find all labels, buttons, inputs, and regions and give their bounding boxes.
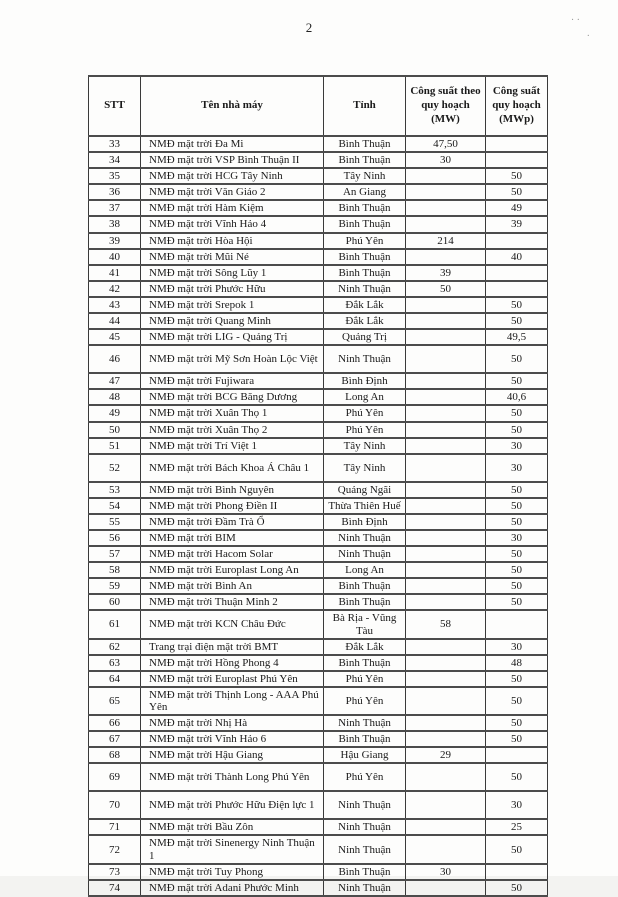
mw-cell — [406, 373, 486, 389]
province-cell: Bình Định — [324, 514, 406, 530]
stt-cell: 55 — [89, 514, 141, 530]
header-row — [89, 76, 548, 136]
mw-cell: 30 — [406, 864, 486, 880]
mwp-cell — [486, 747, 548, 763]
mw-cell — [406, 791, 486, 819]
province-cell: Phú Yên — [324, 763, 406, 791]
mw-cell: 50 — [406, 281, 486, 297]
table-row — [89, 498, 548, 514]
province-cell: Bình Thuận — [324, 136, 406, 152]
stt-cell: 65 — [89, 687, 141, 715]
name-cell: NMĐ mặt trời Xuân Thọ 2 — [141, 422, 324, 438]
table-row — [89, 731, 548, 747]
mw-cell — [406, 562, 486, 578]
name-cell: NMĐ mặt trời Đa Mi — [141, 136, 324, 152]
column-header-name: Tên nhà máy — [141, 76, 324, 136]
name-cell: NMĐ mặt trời Hồng Phong 4 — [141, 655, 324, 671]
stt-cell: 37 — [89, 200, 141, 216]
name-cell: NMĐ mặt trời Vĩnh Hảo 6 — [141, 731, 324, 747]
mw-cell — [406, 498, 486, 514]
table-row — [89, 482, 548, 498]
mwp-cell: 50 — [486, 594, 548, 610]
table-row — [89, 819, 548, 835]
mwp-cell: 50 — [486, 482, 548, 498]
province-cell: Long An — [324, 389, 406, 405]
mw-cell: 58 — [406, 610, 486, 638]
mwp-cell: 50 — [486, 422, 548, 438]
province-cell: An Giang — [324, 184, 406, 200]
table-row — [89, 297, 548, 313]
table-row — [89, 422, 548, 438]
table-row — [89, 763, 548, 791]
stt-cell: 74 — [89, 880, 141, 896]
table-row — [89, 438, 548, 454]
stt-cell: 34 — [89, 152, 141, 168]
mwp-cell: 25 — [486, 819, 548, 835]
mwp-cell: 30 — [486, 454, 548, 482]
mw-cell — [406, 530, 486, 546]
table-row — [89, 168, 548, 184]
mwp-cell — [486, 281, 548, 297]
stt-cell: 62 — [89, 639, 141, 655]
stt-cell: 70 — [89, 791, 141, 819]
name-cell: NMĐ mặt trời Vĩnh Hảo 4 — [141, 216, 324, 232]
table-row — [89, 233, 548, 249]
name-cell: NMĐ mặt trời Hàm Kiệm — [141, 200, 324, 216]
name-cell: NMĐ mặt trời Bách Khoa Á Châu 1 — [141, 454, 324, 482]
name-cell: NMĐ mặt trời Quang Minh — [141, 313, 324, 329]
name-cell: NMĐ mặt trời Srepok 1 — [141, 297, 324, 313]
name-cell: NMĐ mặt trời Phước Hữu Điện lực 1 — [141, 791, 324, 819]
name-cell: NMĐ mặt trời Xuân Thọ 1 — [141, 405, 324, 421]
mwp-cell: 49 — [486, 200, 548, 216]
table-row — [89, 578, 548, 594]
province-cell: Bình Thuận — [324, 200, 406, 216]
mw-cell — [406, 880, 486, 896]
province-cell: Bình Thuận — [324, 216, 406, 232]
mwp-cell: 40 — [486, 249, 548, 265]
province-cell: Ninh Thuận — [324, 835, 406, 863]
stt-cell: 44 — [89, 313, 141, 329]
province-cell: Bình Thuận — [324, 578, 406, 594]
name-cell: NMĐ mặt trời BIM — [141, 530, 324, 546]
mw-cell — [406, 546, 486, 562]
stt-cell: 39 — [89, 233, 141, 249]
province-cell: Ninh Thuận — [324, 715, 406, 731]
name-cell: NMĐ mặt trời KCN Châu Đức — [141, 610, 324, 638]
mwp-cell: 30 — [486, 791, 548, 819]
stt-cell: 73 — [89, 864, 141, 880]
name-cell: NMĐ mặt trời Fujiwara — [141, 373, 324, 389]
name-cell: NMĐ mặt trời Trí Việt 1 — [141, 438, 324, 454]
mw-cell — [406, 313, 486, 329]
table-header — [89, 76, 548, 136]
mwp-cell: 49,5 — [486, 329, 548, 345]
mwp-cell — [486, 864, 548, 880]
name-cell: Trang trại điện mặt trời BMT — [141, 639, 324, 655]
mwp-cell: 50 — [486, 671, 548, 687]
mw-cell — [406, 329, 486, 345]
mwp-cell: 50 — [486, 880, 548, 896]
province-cell: Quảng Ngãi — [324, 482, 406, 498]
mwp-cell: 50 — [486, 373, 548, 389]
column-header-province: Tỉnh — [324, 76, 406, 136]
table-row — [89, 454, 548, 482]
province-cell: Đắk Lắk — [324, 639, 406, 655]
table-row — [89, 249, 548, 265]
stt-cell: 33 — [89, 136, 141, 152]
mw-cell: 29 — [406, 747, 486, 763]
table-row — [89, 639, 548, 655]
mw-cell — [406, 297, 486, 313]
stt-cell: 35 — [89, 168, 141, 184]
stt-cell: 57 — [89, 546, 141, 562]
table-row — [89, 530, 548, 546]
mwp-cell: 50 — [486, 297, 548, 313]
mw-cell — [406, 819, 486, 835]
stt-cell: 49 — [89, 405, 141, 421]
name-cell: NMĐ mặt trời Tuy Phong — [141, 864, 324, 880]
stt-cell: 48 — [89, 389, 141, 405]
name-cell: NMĐ mặt trời Bình An — [141, 578, 324, 594]
province-cell: Phú Yên — [324, 405, 406, 421]
name-cell: NMĐ mặt trời Adani Phước Minh — [141, 880, 324, 896]
mw-cell — [406, 438, 486, 454]
name-cell: NMĐ mặt trời Thành Long Phú Yên — [141, 763, 324, 791]
name-cell: NMĐ mặt trời LIG - Quảng Trị — [141, 329, 324, 345]
table-row — [89, 373, 548, 389]
mw-cell — [406, 594, 486, 610]
mwp-cell: 50 — [486, 405, 548, 421]
mw-cell — [406, 835, 486, 863]
name-cell: NMĐ mặt trời Mỹ Sơn Hoàn Lộc Việt — [141, 345, 324, 373]
table-row — [89, 546, 548, 562]
stt-cell: 51 — [89, 438, 141, 454]
table-row — [89, 389, 548, 405]
name-cell: NMĐ mặt trời Thịnh Long - AAA Phú Yên — [141, 687, 324, 715]
stt-cell: 68 — [89, 747, 141, 763]
mw-cell — [406, 715, 486, 731]
mwp-cell: 50 — [486, 184, 548, 200]
stt-cell: 36 — [89, 184, 141, 200]
mwp-cell: 50 — [486, 763, 548, 791]
table-row — [89, 610, 548, 638]
mwp-cell: 40,6 — [486, 389, 548, 405]
mwp-cell: 50 — [486, 313, 548, 329]
province-cell: Ninh Thuận — [324, 819, 406, 835]
table-row — [89, 281, 548, 297]
mwp-cell: 30 — [486, 438, 548, 454]
mw-cell — [406, 671, 486, 687]
table-row — [89, 671, 548, 687]
mwp-cell: 30 — [486, 639, 548, 655]
name-cell: NMĐ mặt trời VSP Bình Thuận II — [141, 152, 324, 168]
mw-cell — [406, 482, 486, 498]
stt-cell: 47 — [89, 373, 141, 389]
stt-cell: 71 — [89, 819, 141, 835]
table-row — [89, 265, 548, 281]
province-cell: Long An — [324, 562, 406, 578]
column-header-mw: Công suất theo quy hoạch (MW) — [406, 76, 486, 136]
table-row — [89, 791, 548, 819]
mw-cell — [406, 345, 486, 373]
stt-cell: 52 — [89, 454, 141, 482]
table-row — [89, 715, 548, 731]
province-cell: Ninh Thuận — [324, 546, 406, 562]
table-row — [89, 687, 548, 715]
name-cell: NMĐ mặt trời Europlast Long An — [141, 562, 324, 578]
stt-cell: 50 — [89, 422, 141, 438]
province-cell: Bình Định — [324, 373, 406, 389]
stt-cell: 66 — [89, 715, 141, 731]
province-cell: Bình Thuận — [324, 594, 406, 610]
name-cell: NMĐ mặt trời HCG Tây Ninh — [141, 168, 324, 184]
table-row — [89, 184, 548, 200]
table-row — [89, 405, 548, 421]
mw-cell: 47,50 — [406, 136, 486, 152]
mw-cell — [406, 514, 486, 530]
province-cell: Bình Thuận — [324, 249, 406, 265]
mwp-cell — [486, 136, 548, 152]
mw-cell — [406, 454, 486, 482]
mw-cell — [406, 200, 486, 216]
mw-cell — [406, 639, 486, 655]
mw-cell — [406, 405, 486, 421]
mw-cell — [406, 389, 486, 405]
mwp-cell: 39 — [486, 216, 548, 232]
stt-cell: 64 — [89, 671, 141, 687]
name-cell: NMĐ mặt trời Hòa Hội — [141, 233, 324, 249]
province-cell: Ninh Thuận — [324, 530, 406, 546]
province-cell: Quảng Trị — [324, 329, 406, 345]
table-row — [89, 200, 548, 216]
province-cell: Bình Thuận — [324, 864, 406, 880]
stt-cell: 54 — [89, 498, 141, 514]
stt-cell: 40 — [89, 249, 141, 265]
province-cell: Tây Ninh — [324, 168, 406, 184]
mwp-cell: 50 — [486, 546, 548, 562]
stt-cell: 63 — [89, 655, 141, 671]
name-cell: NMĐ mặt trời Mũi Né — [141, 249, 324, 265]
name-cell: NMĐ mặt trời Hacom Solar — [141, 546, 324, 562]
name-cell: NMĐ mặt trời Sinenergy Ninh Thuận 1 — [141, 835, 324, 863]
name-cell: NMĐ mặt trời Bình Nguyên — [141, 482, 324, 498]
name-cell: NMĐ mặt trời Europlast Phú Yên — [141, 671, 324, 687]
name-cell: NMĐ mặt trời Nhị Hà — [141, 715, 324, 731]
province-cell: Đắk Lắk — [324, 313, 406, 329]
table-row — [89, 152, 548, 168]
stt-cell: 46 — [89, 345, 141, 373]
table-row — [89, 345, 548, 373]
name-cell: NMĐ mặt trời BCG Băng Dương — [141, 389, 324, 405]
province-cell: Bình Thuận — [324, 152, 406, 168]
mwp-cell — [486, 152, 548, 168]
table-row — [89, 514, 548, 530]
stt-cell: 58 — [89, 562, 141, 578]
province-cell: Đắk Lắk — [324, 297, 406, 313]
mwp-cell: 30 — [486, 530, 548, 546]
table-row — [89, 313, 548, 329]
province-cell: Ninh Thuận — [324, 880, 406, 896]
mwp-cell: 50 — [486, 498, 548, 514]
mw-cell — [406, 249, 486, 265]
name-cell: NMĐ mặt trời Hậu Giang — [141, 747, 324, 763]
name-cell: NMĐ mặt trời Phước Hữu — [141, 281, 324, 297]
solar-plants-table — [88, 75, 548, 897]
stt-cell: 41 — [89, 265, 141, 281]
stt-cell: 45 — [89, 329, 141, 345]
mw-cell: 214 — [406, 233, 486, 249]
table-row — [89, 864, 548, 880]
stt-cell: 67 — [89, 731, 141, 747]
province-cell: Bình Thuận — [324, 655, 406, 671]
mwp-cell: 50 — [486, 562, 548, 578]
name-cell: NMĐ mặt trời Sông Lũy 1 — [141, 265, 324, 281]
province-cell: Ninh Thuận — [324, 345, 406, 373]
stt-cell: 53 — [89, 482, 141, 498]
table-row — [89, 880, 548, 896]
mw-cell: 30 — [406, 152, 486, 168]
province-cell: Bà Rịa - Vũng Tàu — [324, 610, 406, 638]
mwp-cell: 50 — [486, 578, 548, 594]
province-cell: Phú Yên — [324, 422, 406, 438]
province-cell: Phú Yên — [324, 687, 406, 715]
province-cell: Tây Ninh — [324, 438, 406, 454]
mwp-cell: 50 — [486, 715, 548, 731]
scan-speck: · · — [570, 15, 580, 26]
mw-cell — [406, 216, 486, 232]
table-row — [89, 655, 548, 671]
province-cell: Hậu Giang — [324, 747, 406, 763]
table-row — [89, 747, 548, 763]
mwp-cell: 50 — [486, 514, 548, 530]
name-cell: NMĐ mặt trời Bầu Zôn — [141, 819, 324, 835]
province-cell: Phú Yên — [324, 233, 406, 249]
table-body — [89, 136, 548, 896]
province-cell: Thừa Thiên Huế — [324, 498, 406, 514]
stt-cell: 61 — [89, 610, 141, 638]
mwp-cell — [486, 265, 548, 281]
mw-cell — [406, 763, 486, 791]
mwp-cell — [486, 610, 548, 638]
stt-cell: 60 — [89, 594, 141, 610]
province-cell: Ninh Thuận — [324, 281, 406, 297]
mwp-cell: 50 — [486, 345, 548, 373]
mw-cell — [406, 422, 486, 438]
province-cell: Phú Yên — [324, 671, 406, 687]
column-header-mwp: Công suất quy hoạch (MWp) — [486, 76, 548, 136]
mw-cell — [406, 655, 486, 671]
name-cell: NMĐ mặt trời Thuận Minh 2 — [141, 594, 324, 610]
province-cell: Ninh Thuận — [324, 791, 406, 819]
stt-cell: 38 — [89, 216, 141, 232]
stt-cell: 42 — [89, 281, 141, 297]
mwp-cell — [486, 233, 548, 249]
mw-cell — [406, 731, 486, 747]
mw-cell — [406, 168, 486, 184]
mwp-cell: 48 — [486, 655, 548, 671]
name-cell: NMĐ mặt trời Văn Giáo 2 — [141, 184, 324, 200]
name-cell: NMĐ mặt trời Phong Điền II — [141, 498, 324, 514]
mwp-cell: 50 — [486, 835, 548, 863]
table-row — [89, 835, 548, 863]
province-cell: Tây Ninh — [324, 454, 406, 482]
table-row — [89, 136, 548, 152]
mw-cell — [406, 578, 486, 594]
mw-cell — [406, 687, 486, 715]
stt-cell: 69 — [89, 763, 141, 791]
page-number: 2 — [305, 20, 313, 35]
mw-cell — [406, 184, 486, 200]
mwp-cell: 50 — [486, 731, 548, 747]
stt-cell: 72 — [89, 835, 141, 863]
stt-cell: 59 — [89, 578, 141, 594]
mwp-cell: 50 — [486, 168, 548, 184]
table-row — [89, 562, 548, 578]
province-cell: Bình Thuận — [324, 265, 406, 281]
table-row — [89, 329, 548, 345]
province-cell: Bình Thuận — [324, 731, 406, 747]
table-row — [89, 594, 548, 610]
scan-speck: · — [586, 31, 590, 42]
name-cell: NMĐ mặt trời Đầm Trà Ổ — [141, 514, 324, 530]
column-header-stt: STT — [89, 76, 141, 136]
table-row — [89, 216, 548, 232]
mw-cell: 39 — [406, 265, 486, 281]
stt-cell: 43 — [89, 297, 141, 313]
stt-cell: 56 — [89, 530, 141, 546]
mwp-cell: 50 — [486, 687, 548, 715]
